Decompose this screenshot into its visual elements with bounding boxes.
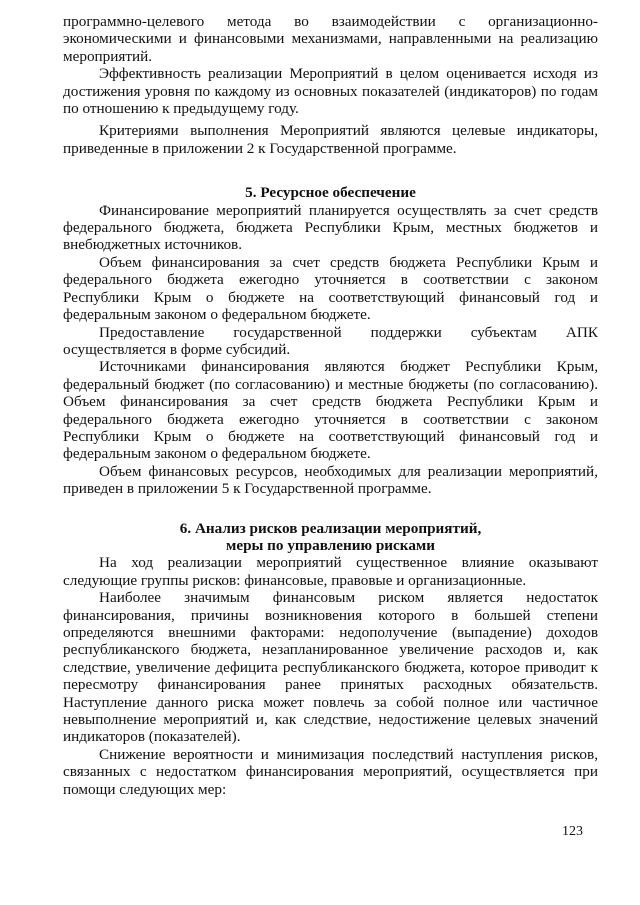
section-6-title-line-2: меры по управлению рисками xyxy=(225,536,436,554)
section-5-paragraph: Объем финансовых ресурсов, необходимых для реализации мероприятий, приведен в приложении 5 к Государственной программе. xyxy=(63,462,598,498)
paragraph-continuation: программно-целевого метода во взаимодействии с организационно-экономическими и финансовыми механизмами, направленными на реализацию мероприятий. xyxy=(63,13,598,65)
section-5-paragraph: Источниками финансирования являются бюджет Республики Крым, федеральный бюджет (по согласованию) и местные бюджеты (по согласованию). Объем финансирования за счет средств бюджета Республики Крым и федерального бюджета ежегодно уточняется в соответствии с законом Республики Крым о бюджете на соответствующий финансовый год и федеральным законом о федеральном бюджете. xyxy=(63,358,598,463)
section-5-paragraph: Предоставление государственной поддержки субъектам АПК осуществляется в форме субсидий. xyxy=(63,323,598,358)
section-5-paragraph: Объем финансирования за счет средств бюджета Республики Крым и федерального бюджета ежегодно уточняется в соответствии с законом Республики Крым о бюджете на соответствующий финансовый год и федеральным законом о федеральном бюджете. xyxy=(63,253,598,324)
section-6-title-line-1: 6. Анализ рисков реализации мероприятий, xyxy=(179,519,482,537)
paragraph-effectiveness: Эффективность реализации Мероприятий в целом оценивается исходя из достижения уровня по каждому из основных показателей (индикаторов) по годам по отношению к предыдущему году. xyxy=(63,65,598,118)
section-5-paragraph: Финансирование мероприятий планируется осуществлять за счет средств федерального бюджета, бюджета Республики Крым, местных бюджетов и внебюджетных источников. xyxy=(63,201,598,254)
section-6-paragraph: На ход реализации мероприятий существенное влияние оказывают следующие группы рисков: финансовые, правовые и организационные. xyxy=(63,554,598,589)
section-6-paragraph: Снижение вероятности и минимизация последствий наступления рисков, связанных с недостатком финансирования мероприятий, осуществляется при помощи следующих мер: xyxy=(63,745,598,798)
section-6-paragraph: Наиболее значимым финансовым риском является недостаток финансирования, причины возникновения которого в большей степени определяются внешними факторами: недополучение (выпадение) доходов республиканского бюджета, незапланированное увеличение расходов и, как следствие, увеличение дефицита республиканского бюджета, которое приводит к пересмотру финансирования ранее принятых расходных обязательств. Наступление данного риска может повлечь за собой полное или частичное невыполнение мероприятий и, как следствие, недостижение целевых значений индикаторов (показателей). xyxy=(63,589,598,746)
paragraph-criteria: Критериями выполнения Мероприятий являются целевые индикаторы, приведенные в приложении 2 к Государственной программе. xyxy=(63,122,598,157)
page-number: 123 xyxy=(562,824,583,839)
section-5-title: 5. Ресурсное обеспечение xyxy=(245,184,416,202)
